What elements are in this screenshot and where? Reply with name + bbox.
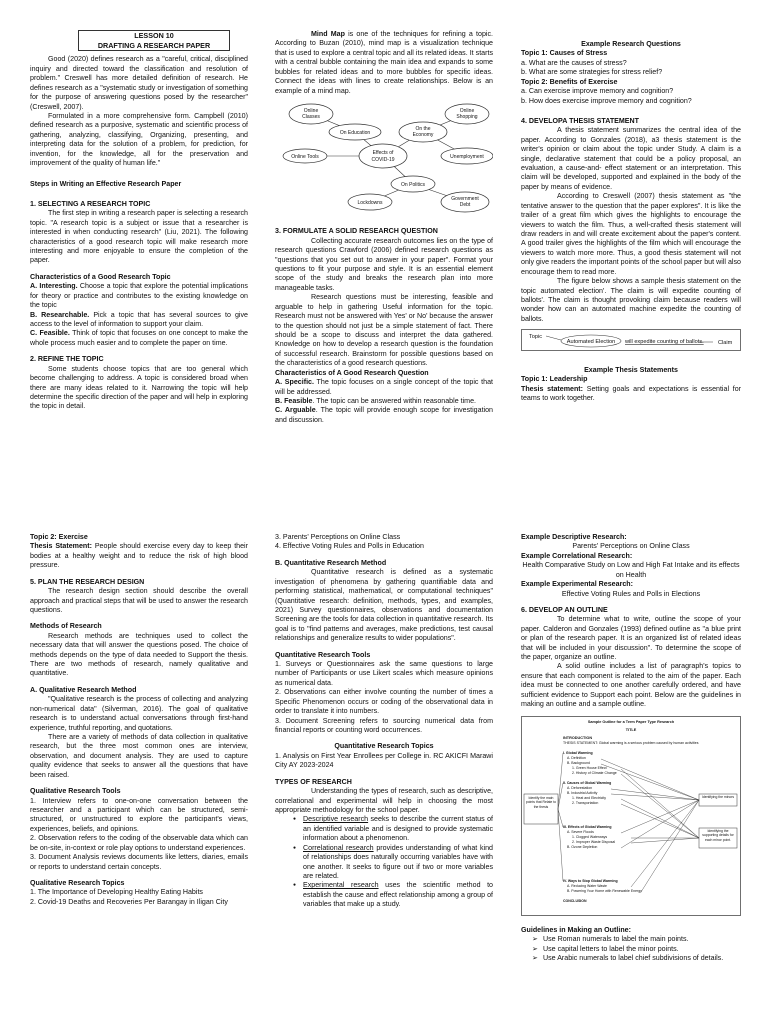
outline-iii-b: B. Ozone Depletion (567, 844, 598, 849)
guidelines-heading: Guidelines in Making an Outline: (521, 926, 631, 935)
ts-topic1-statement (521, 385, 741, 404)
step4-paragraph-1: A thesis statement summarizes the central idea of the paper. According to Gonzales (2018), a3 thesis statement is the writer's opinion or claim about the topic under Study. A claim is a single, declarative statement that could be a policy proposal, an evaluation, a cause-and- effect statement or an interpretation. This claim will be developed, supported and explained in the body of the paper by means of evidence. (521, 126, 741, 191)
mindmap-paragraph (275, 30, 493, 96)
step6-paragraph-1: To determine what to write, outline the scope of your paper. Calderon and Gonzales (1993) defined outline as "a blue print or plan of the research paper. It is an organized list of related ideas that will be included in your discussion". To determine the scope of the paper, organize an outline. (521, 615, 741, 662)
outline-right-note-2: Identifying the supporting details for each minor point. (702, 828, 734, 842)
correlational-example: Health Comparative Study on Low and High Fat Intake and its effects on Health (522, 561, 740, 579)
example-thesis-statements-heading: Example Thesis Statements (584, 365, 678, 374)
characteristic-c-label: C. Feasible. (30, 329, 70, 338)
quantitative-topic-1: 1. Analysis on First Year Enrollees per College in. RC AKICFI Marawi City AY 2023-2024 (275, 751, 493, 770)
outline-caption: Sample Outline for a Term Paper Type Research (587, 719, 675, 724)
quantitative-tool-1: 1. Surveys or Questionnaires ask the same questions to large number of Participants or use Likert scales which measure opinions as numerical data. (275, 660, 493, 687)
outline-iii-a-1: 1. Clogged Waterways (572, 834, 608, 839)
types-text: Understanding the types of research, such as descriptive, correlational and experimental will help in choosing the most appropriate methodology for the school paper. (275, 787, 493, 814)
question-characteristic-c (275, 406, 493, 425)
characteristic-a (30, 282, 248, 310)
column-top-left (30, 30, 248, 412)
question-characteristic-c-label: C. Arguable (275, 406, 316, 415)
methods-heading: Methods of Research (30, 622, 102, 631)
mind-map-diagram (275, 102, 493, 220)
question-characteristic-a-label: A. Specific. (275, 378, 314, 387)
step5-text: The research design section should describe the overall approach and practical steps that will be used to answer the research questions. (30, 587, 248, 614)
rq-topic2-b: b. How does exercise improve memory and cognition? (521, 96, 692, 105)
outline-i-b: B. Background (567, 760, 590, 765)
quantitative-topics-heading: Quantitative Research Topics (334, 742, 434, 751)
mindmap-lockdowns: Lockdowns (357, 199, 383, 206)
qualitative-paragraph-2: There are a variety of methods of data collection in qualitative research, but the three most common ones are interview, observation, and document analysis. They are used to capture quality evidence that seeks to answer all the questions that have been raised. (30, 733, 248, 779)
quantitative-heading: B. Quantitative Research Method (275, 558, 387, 567)
ts-topic1-label: Thesis statement: (521, 384, 584, 393)
column-bottom-left (30, 533, 248, 907)
correlational-label: Correlational research (303, 843, 374, 852)
figure-claim-label: Claim (718, 340, 733, 347)
mindmap-on-economy-line2: Economy (412, 131, 434, 138)
sample-outline-figure (521, 716, 741, 916)
figure-claim-text: will expedite counting of ballots. (625, 339, 704, 346)
outline-iii-a: A. Severe Floods (567, 829, 594, 834)
mindmap-govt-debt-line1: Government (451, 195, 479, 202)
figure-automated-election: Automated Election (566, 339, 616, 346)
descriptive-text: seeks to describe the current status of an identified variable and is designed to provide systematic information about a phenomenon. (303, 815, 493, 843)
qualitative-topic-3: 3. Parents' Perceptions on Online Class (275, 533, 401, 541)
outline-left-note: Identify the main points that Relate to the thesis (525, 795, 557, 809)
column-top-middle (275, 30, 493, 425)
intro-paragraph-2: Formulated in a more comprehensive form. Campbell (2010) defined research as a purposive, systematic and scientific process of gathering, analyzing, classifying, Organizing, presenting, and interpreting data for the solution of a problem, for prediction, for invention, for the knowledge, all for the preservation and improvement of the quality of human life." (30, 111, 248, 168)
outline-i-a: A. Definition (567, 755, 586, 760)
outline-ii-b: B. Industrial Activity (567, 790, 598, 795)
step5-heading: 5. PLAN THE RESEARCH DESIGN (30, 577, 145, 586)
correlational-example-heading: Example Correlational Research: (521, 551, 633, 560)
outline-title: TITLE (625, 727, 637, 732)
question-characteristic-c-text: . The topic will provide enough scope for investigation and discussion. (275, 406, 494, 424)
example-research-questions-heading: Example Research Questions (581, 40, 681, 48)
rq-topic2-a: a. Can exercise improve memory and cognition? (521, 87, 674, 96)
rq-topic1: Topic 1: Causes of Stress (521, 49, 608, 58)
qualitative-topic-4: 4. Effective Voting Rules and Polls in Education (275, 542, 424, 551)
outline-i-b-2: 2. History of Climate Change (572, 770, 617, 775)
outline-i-b-1: 1. Green House Effect (572, 765, 607, 770)
qualitative-heading: A. Qualitative Research Method (30, 685, 137, 694)
column-bottom-right (521, 533, 741, 964)
characteristic-a-label: A. Interesting. (30, 282, 78, 291)
column-top-right (521, 40, 741, 403)
methods-text: Research methods are techniques used to collect the necessary data that will answer the questions posed. The choice of methods depends on the type of data needed to Support the thesis. There are two methods of research, namely qualitative and quantitative. (30, 631, 248, 678)
mindmap-online-classes-line1: Online (303, 107, 319, 114)
characteristic-c-text: Think of topic that focuses on one concept to make the whole process much easier and to complete the paper on time. (30, 329, 248, 347)
question-characteristic-b-text: . The topic can be answered within reasonable time. (312, 396, 476, 405)
list-item: ➢ Use Roman numerals to label the main points. (543, 935, 741, 944)
outline-thesis: THESIS STATEMENT: Global warming is a serious problem caused by human activities (563, 740, 699, 745)
list-item (303, 815, 493, 843)
outline-ii-a: A. Deforestation (567, 785, 593, 790)
characteristic-c (30, 329, 248, 348)
characteristic-b (30, 311, 248, 330)
list-item (303, 881, 493, 909)
descriptive-example: Parents' Perceptions on Online Class (572, 542, 690, 551)
topic-characteristics-heading: Characteristics of a Good Research Topic (30, 272, 171, 281)
question-characteristics-heading: Characteristics of A Good Research Question (275, 368, 429, 377)
guidelines-list (521, 935, 741, 963)
experimental-example: Effective Voting Rules and Polls in Elections (561, 589, 701, 598)
outline-iv-a: A. Reducing Water Waste (567, 883, 608, 888)
lesson-number: LESSON 10 (134, 31, 174, 40)
thesis-statement-figure (521, 329, 741, 351)
mindmap-term: Mind Map (311, 30, 345, 38)
correlational-text: provides understanding of what kind of relationships does naturally occurring variables have with one another. It seeks to figure out if two or more variables are related. (303, 843, 494, 880)
outline-iii: III. Effects of Global Warming (563, 824, 612, 829)
mindmap-center-line2: COVID-19 (371, 156, 395, 163)
outline-ii: II. Causes of Global Warming (563, 780, 612, 785)
outline-iv: IV. Ways to Stop Global Warming (563, 878, 618, 883)
mindmap-online-shopping-line2: Shopping (456, 113, 478, 120)
lesson-title: DRAFTING A RESEARCH PAPER (97, 40, 211, 50)
column-bottom-middle (275, 533, 493, 910)
outline-ii-b-1: 1. Heat and Electricity (572, 795, 607, 800)
descriptive-label: Descriptive research (303, 815, 369, 824)
ts-topic1: Topic 1: Leadership (521, 375, 588, 384)
qualitative-topics-heading: Qualitative Research Topics (30, 878, 125, 887)
qualitative-topic-1: 1. The Importance of Developing Healthy Eating Habits (30, 888, 203, 897)
step3-paragraph-2: Research questions must be interesting, feasible and arguable to help in gathering Useful information for the topic. Research must not be answered with Yes' or No' because the answer to the question should not just be a simple statement of fact. There should be a scope to discuss and interpret the data gathered. Knowledge on how to develop a research question is the foundation of successful research. Brainstorm for possible questions based on the characteristics of a good research questions. (275, 293, 493, 368)
step3-heading: 3. FORMULATE A SOLID RESEARCH QUESTION (275, 227, 438, 236)
outline-iii-a-2: 2. Improper Waste Disposal (572, 839, 616, 844)
step4-paragraph-2: According to Creswell (2007) thesis statement as "the tentative answer to the question that the paper explores". It is like the trailer of a great film which gives the highlights to encourage the viewers to watch the film. Thus, a well-crafted thesis statement will draw readers in and will create excitement about the paper's content. A good trailer gives the highlights of the film which will encourage the viewers to watch more more. Thus, a good thesis statement will not only give readers the important points of the school paper but will also encourage them to read more. (521, 192, 741, 276)
question-characteristic-a (275, 378, 493, 397)
qualitative-tool-1: 1. Interview refers to one-on-one conversation between the researcher and a participant which can be structured, semi-structured, or unstructured to explore the participant's views, experiences, beliefs, and opinions. (30, 796, 248, 833)
research-types-list (275, 815, 493, 909)
step6-heading: 6. DEVELOP AN OUTLINE (521, 605, 608, 614)
step6-paragraph-2: A solid outline includes a list of paragraph's topics to ensure that each component is related to the aim of the paper. Each idea must be connected to one another carefully ordered, and have sufficient evidence to Support each point. Below are the guidelines in making an outline and a sample outline. (521, 662, 741, 709)
mindmap-on-politics: On Politics (401, 181, 425, 188)
step1-text: The first step in writing a research paper is selecting a research topic. "A research topic is a subject or issue that a researcher is interested in when conducting research" (Liu, 2021). The following characteristics of a good research topic will make research more interesting and more enjoyable to ensure the completion of the paper. (30, 209, 248, 265)
mindmap-on-economy-line1: On the (415, 125, 431, 132)
question-characteristic-b (275, 397, 493, 406)
ts-topic2-text: People should exercise every day to keep their bodies at a healthy weight and to reduce the risk of high blood pressure. (30, 542, 248, 570)
intro-paragraph-1: Good (2020) defines research as a "careful, critical, disciplined inquiry and directed toward the classification and resolution of problem." Creswell has more detailed definition of research. He defines research as a "systematic study or investigation of something for the purpose of answering questions posed by the researcher" (Creswell, 2007). (30, 55, 248, 111)
outline-iv-b: B. Powering Your Home with Renewable Energy (567, 888, 642, 893)
step2-text: Some students choose topics that are too general which become challenging to address. A topic is considered broad when there are many ideas related to it. Narrowing the topic will help determine the specific direction of the paper and will help in exploring the topic in detail. (30, 364, 248, 411)
ts-topic2-statement (30, 542, 248, 570)
step4-heading: 4. DEVELOPA THESIS STATEMENT (521, 116, 639, 125)
outline-ii-b-2: 2. Transportation (572, 800, 599, 805)
rq-topic2: Topic 2: Benefits of Exercise (521, 77, 618, 86)
step1-heading: 1. SELECTING A RESEARCH TOPIC (30, 199, 151, 208)
experimental-text: uses the scientific method to establish the cause and effect relationship among a group of variables that make up a study. (303, 881, 493, 909)
mindmap-online-shopping-line1: Online (459, 107, 475, 114)
ts-topic1-text: Setting goals and expectations is essential for teams to work together. (521, 384, 741, 402)
mindmap-center-line1: Effects of (372, 149, 394, 156)
descriptive-example-heading: Example Descriptive Research: (521, 533, 627, 541)
characteristic-b-label: B. Researchable. (30, 310, 90, 319)
outline-i: I. Global Warming (563, 750, 593, 755)
quantitative-tool-3: 3. Document Screening refers to sourcing numerical data from financial reports or counting word occurrences. (275, 716, 493, 735)
rq-topic1-b: b. What are some strategies for stress relief? (521, 68, 663, 77)
mindmap-description: is one of the techniques for refining a topic. According to Buzan (2010), mind map is a visualization technique that is used to explore a central topic and all its related ideas. It starts with a central bubble containing the main idea and expands to some bubbles for related ideas and to more bubbles for specific ideas. Connect the ideas with lines to create relationships. Below is an example of a mind map. (275, 30, 493, 95)
ts-topic2: Topic 2: Exercise (30, 533, 88, 541)
ts-topic2-label: Thesis Statement: (30, 542, 92, 551)
characteristic-a-text: Choose a topic that explore the potential implications for theory or practice and contributes to the existing knowledge on the topic (30, 282, 248, 310)
mindmap-online-classes-line2: Classes (302, 113, 320, 120)
rq-topic1-a: a. What are the causes of stress? (521, 58, 627, 67)
qualitative-tools-heading: Qualitative Research Tools (30, 787, 121, 796)
mindmap-on-education: On Education (339, 129, 371, 136)
qualitative-paragraph-1: "Qualitative research is the process of collecting and analyzing non-numerical data" (Silverman, 2016). The goal of qualitative research is to understand actual conversations through first-hand experience, truthful reporting, and quotations. (30, 695, 248, 732)
outline-introduction: INTRODUCTION (563, 735, 593, 740)
qualitative-tool-2: 2. Observation refers to the coding of the observable data which can be on-site, in-context or role play options to understand experiences. (30, 834, 248, 852)
step2-heading: 2. REFINE THE TOPIC (30, 355, 104, 364)
mindmap-online-tools: Online Tools (291, 153, 319, 160)
mindmap-unemployment: Unemployment (450, 153, 484, 160)
quantitative-text: Quantitative research is defined as a systematic investigation of phenomena by gathering quantifiable data and performing statistical, mathematical, or computational techniques" (Quantitative research: definition, methods, types, and examples, 2021) Survey questionnaires, observations and documentation Screening are the tools for data collection in quantitative research. Its goal is to "find patterns and averages, make predictions, test causal relationships and generalize results to wider populations". (275, 568, 493, 643)
qualitative-tool-3: 3. Document Analysis reviews documents like letters, diaries, emails or reports to understand certain concepts. (30, 853, 248, 871)
characteristic-b-text: Pick a topic that has several sources to give access to the level of information to support your claim. (30, 310, 248, 328)
question-characteristic-b-label: B. Feasible (275, 396, 313, 405)
experimental-label: Experimental research (303, 881, 379, 890)
step4-paragraph-3: The figure below shows a sample thesis statement on the topic automated election'. The claim is will expedite counting of ballots'. The claim is thought provoking claim because readers will wonder how can an automated machine expedite the counting of ballots. (521, 277, 741, 323)
quantitative-tools-heading: Quantitative Research Tools (275, 650, 371, 659)
qualitative-topic-2: 2. Covid-19 Deaths and Recoveries Per Barangay in Iligan City (30, 897, 228, 906)
list-item (303, 844, 493, 882)
outline-right-note-1: Identifying the minors (701, 794, 735, 799)
list-item: ➢ Use Arabic numerals to label chief subdivisions of details. (543, 954, 741, 963)
question-characteristic-a-text: The topic focuses on a single concept of the topic that will be addressed. (275, 378, 493, 396)
steps-heading: Steps in Writing an Effective Research Paper (30, 179, 182, 188)
types-heading: TYPES OF RESEARCH (275, 777, 352, 786)
figure-topic-label: Topic (529, 334, 543, 341)
step3-paragraph-1: Collecting accurate research outcomes lies on the type of research questions Crawford (2006) defined research questions as "questions that you set out to answer in your paper". Format your questions to fit your purpose and style. It is an essential element scope of the study and breaks the research plan into more manageable tasks. (275, 236, 493, 292)
list-item: ➢ Use capital letters to label the minor points. (543, 945, 741, 954)
experimental-example-heading: Example Experimental Research: (521, 580, 633, 589)
lesson-title-box (78, 30, 230, 51)
mindmap-govt-debt-line2: Debt (459, 201, 471, 208)
outline-conclusion: CONCLUSION (563, 898, 587, 903)
quantitative-tool-2: 2. Observations can either involve counting the number of times a Specific Phenomenon occurs or coding of the observational data in order to translate it into numbers. (275, 688, 493, 716)
